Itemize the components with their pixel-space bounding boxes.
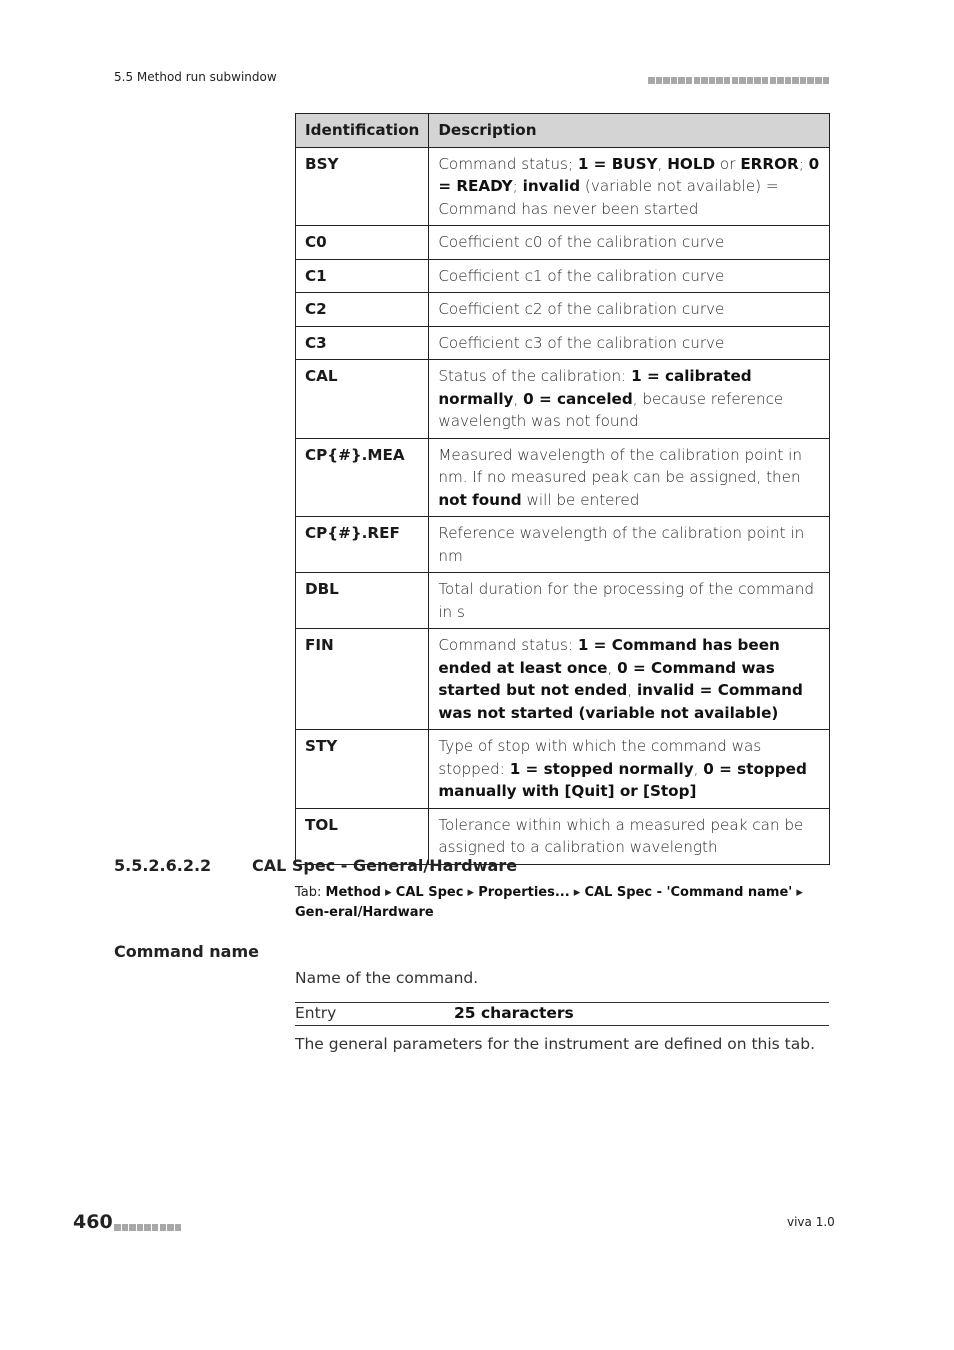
entry-value: 25 characters <box>454 1004 574 1022</box>
identification-cell: C1 <box>296 259 429 293</box>
description-cell <box>429 573 830 629</box>
tab-path-item: CAL Spec <box>395 885 464 900</box>
decoration-dot <box>807 77 814 84</box>
identification-cell: C2 <box>296 293 429 327</box>
description-emphasis: 0 = READY <box>438 154 820 195</box>
description-text: Tolerance within which a measured peak can be assigned to a calibration wavelength <box>438 815 804 856</box>
table-row <box>296 517 830 573</box>
description-text: Type of stop with which the command was stopped: <box>438 737 762 778</box>
decoration-dot <box>663 77 670 84</box>
description-cell <box>429 326 830 360</box>
description-cell <box>429 629 830 730</box>
description-emphasis: invalid = Command was not started (variable not available) <box>438 681 803 722</box>
decoration-dot <box>175 1224 182 1231</box>
description-cell <box>429 226 830 260</box>
decoration-dot <box>785 77 792 84</box>
description-text: Status of the calibration: <box>438 367 632 385</box>
tab-prefix: Tab: <box>295 885 326 900</box>
decoration-dot <box>671 77 678 84</box>
description-emphasis: invalid <box>522 177 581 195</box>
decoration-dot <box>648 77 655 84</box>
description-cell <box>429 730 830 809</box>
description-text: Coefficient c3 of the calibration curve <box>438 333 725 352</box>
description-text: Measured wavelength of the calibration point in nm. If no measured peak can be assigned, then <box>438 445 802 486</box>
description-text: , <box>607 658 618 677</box>
decoration-dot <box>656 77 663 84</box>
table-row <box>296 730 830 809</box>
description-emphasis: 1 = calibrated normally <box>438 367 752 408</box>
product-version: viva 1.0 <box>787 1215 835 1229</box>
identification-cell: CAL <box>296 360 429 439</box>
decoration-dot <box>167 1224 174 1231</box>
decoration-dot <box>716 77 723 84</box>
description-cell <box>429 293 830 327</box>
description-emphasis: ERROR <box>740 154 799 173</box>
page-number: 460 <box>73 1211 113 1233</box>
general-note: The general parameters for the instrument are defined on this tab. <box>295 1035 816 1053</box>
running-header-section: 5.5 Method run subwindow <box>114 70 277 84</box>
decoration-dot <box>770 77 777 84</box>
description-emphasis: 1 = stopped normally <box>509 759 694 778</box>
description-cell <box>429 259 830 293</box>
decoration-dot <box>122 1224 129 1231</box>
identification-cell: C3 <box>296 326 429 360</box>
decoration-dot <box>754 77 761 84</box>
tab-path-separator: ▸ <box>463 885 479 900</box>
decoration-dot <box>144 1224 151 1231</box>
description-emphasis: 0 = canceled <box>523 389 633 408</box>
table-row <box>296 326 830 360</box>
identification-cell: TOL <box>296 808 429 864</box>
description-emphasis: 0 = stopped manually with [Quit] or [Stop] <box>438 759 807 800</box>
entry-row <box>295 1002 829 1026</box>
table-row <box>296 147 830 226</box>
description-emphasis: 0 = Command was started but not ended <box>438 658 775 699</box>
decoration-dot <box>732 77 739 84</box>
header-decoration-dots <box>648 70 829 89</box>
decoration-dot <box>709 77 716 84</box>
identification-cell: CP{#}.MEA <box>296 438 429 517</box>
variables-table <box>295 113 830 865</box>
decoration-dot <box>701 77 708 84</box>
description-text: or <box>715 154 741 173</box>
tab-path-item: CAL Spec - 'Command name' <box>584 885 793 900</box>
description-text: ; <box>512 177 523 195</box>
decoration-dot <box>815 77 822 84</box>
decoration-dot <box>129 1224 136 1231</box>
description-text: Coefficient c0 of the calibration curve <box>438 233 725 251</box>
entry-label: Entry <box>295 1004 337 1022</box>
footer-decoration-dots <box>114 1217 182 1236</box>
table-row <box>296 259 830 293</box>
description-text: ; <box>798 154 809 173</box>
decoration-dot <box>800 77 807 84</box>
tab-path <box>295 883 825 923</box>
column-header-description: Description <box>429 114 830 148</box>
decoration-dot <box>762 77 769 84</box>
tab-path-separator: ▸ <box>569 885 585 900</box>
tab-path-separator: ▸ <box>381 885 396 900</box>
description-text: , <box>513 389 524 408</box>
table-row <box>296 293 830 327</box>
identification-cell: CP{#}.REF <box>296 517 429 573</box>
description-emphasis: HOLD <box>667 154 716 173</box>
decoration-dot <box>724 77 731 84</box>
identification-cell: DBL <box>296 573 429 629</box>
decoration-dot <box>792 77 799 84</box>
table-header-row <box>296 114 830 148</box>
command-name-heading: Command name <box>114 942 259 961</box>
identification-cell: FIN <box>296 629 429 730</box>
decoration-dot <box>686 77 693 84</box>
identification-cell: C0 <box>296 226 429 260</box>
tab-path-item: Properties... <box>478 885 570 900</box>
description-text: Coefficient c1 of the calibration curve <box>438 266 725 285</box>
table-row <box>296 629 830 730</box>
section-title: CAL Spec - General/Hardware <box>252 856 518 875</box>
description-text: , because reference wavelength was not found <box>438 389 784 430</box>
command-description: Name of the command. <box>295 969 479 987</box>
description-cell <box>429 360 830 439</box>
description-text: , <box>627 681 637 699</box>
description-text: Coefficient c2 of the calibration curve <box>438 300 725 318</box>
description-emphasis: 1 = Command has been ended at least once <box>438 636 780 677</box>
description-text: Command status; <box>438 154 578 173</box>
decoration-dot <box>739 77 746 84</box>
table-row <box>296 438 830 517</box>
decoration-dot <box>137 1224 144 1231</box>
decoration-dot <box>823 77 829 84</box>
description-cell <box>429 517 830 573</box>
table-row <box>296 573 830 629</box>
description-text: will be entered <box>521 490 640 509</box>
description-emphasis: not found <box>438 490 522 509</box>
description-emphasis: 1 = BUSY <box>577 154 658 173</box>
identification-cell: STY <box>296 730 429 809</box>
description-text: Total duration for the processing of the command in s <box>438 580 814 621</box>
decoration-dot <box>678 77 685 84</box>
description-text: (variable not available) = Command has never been started <box>438 177 779 218</box>
section-number: 5.5.2.6.2.2 <box>114 856 212 875</box>
identification-cell: BSY <box>296 147 429 226</box>
tab-path-separator: ▸ <box>792 885 803 900</box>
description-cell <box>429 147 830 226</box>
table-row <box>296 360 830 439</box>
tab-path-item: Method <box>325 885 381 900</box>
decoration-dot <box>777 77 784 84</box>
decoration-dot <box>694 77 701 84</box>
description-text: Reference wavelength of the calibration point in nm <box>438 524 805 565</box>
tab-path-item: Gen-eral/Hardware <box>295 905 434 920</box>
description-cell <box>429 438 830 517</box>
decoration-dot <box>152 1224 159 1231</box>
column-header-identification: Identification <box>296 114 429 148</box>
table-row <box>296 226 830 260</box>
decoration-dot <box>114 1224 121 1231</box>
description-text: Command status: <box>438 636 578 654</box>
description-text: , <box>657 154 668 173</box>
description-text: , <box>693 759 704 778</box>
decoration-dot <box>160 1224 167 1231</box>
decoration-dot <box>747 77 754 84</box>
